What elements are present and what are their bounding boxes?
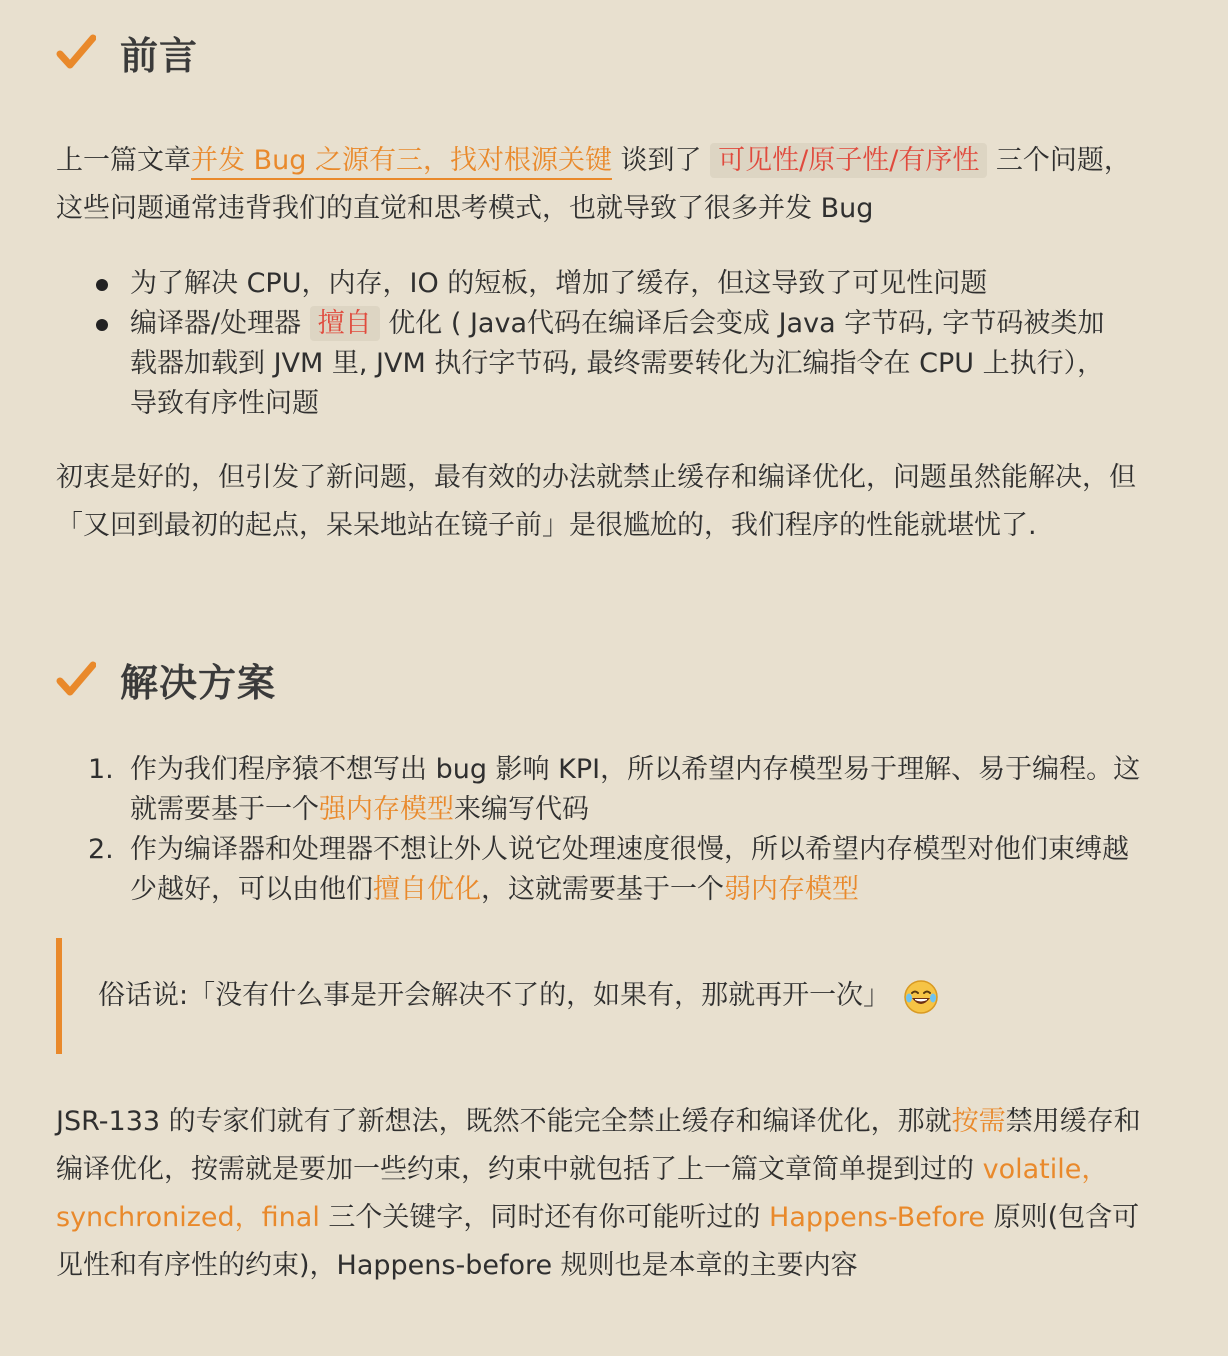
list-number: 1. [88,754,114,785]
list-item-text: ，这就需要基于一个 [481,874,724,905]
section-title: 前言 [120,33,199,78]
bullet-list [88,264,1128,424]
keyword-text: Happens-Before [769,1202,985,1233]
text-span: 三个关键字，同时还有你可能听过的 [319,1202,770,1233]
bullet-dot-icon [96,279,108,291]
check-icon [56,659,96,699]
intro-paragraph [56,137,1156,233]
list-item-text: 作为编译器和处理器不想让外人说它处理速度很慢，所以希望内存模型对他们束缚越少越好，可以由他们 [130,834,1129,905]
inline-code: 擅自 [310,306,380,341]
highlight-text: 弱内存模型 [724,874,859,905]
paragraph-2 [56,454,1156,550]
check-icon [56,32,96,72]
list-item-text: 编译器/处理器 [130,308,310,339]
text-span: 三个问题，这些问题通常违背我们的直觉和思考模式，也就导致了很多并发 Bug [56,145,1131,224]
list-item-text: 为了解决 CPU，内存，IO 的短板，增加了缓存，但这导致了可见性问题 [130,268,988,299]
keyword-text: volatile，synchronized，final [56,1154,1109,1233]
paragraph-3 [56,1098,1156,1290]
section-title: 解决方案 [120,660,277,705]
list-item [88,750,1148,830]
list-item [88,830,1148,910]
quote-text: 俗话说:「没有什么事是开会解决不了的，如果有，那就再开一次」 [98,980,891,1011]
list-number: 2. [88,834,114,865]
text-span: 禁用缓存和编译优化，按需就是要加一些约束，约束中就包括了上一篇文章简单提到过的 [56,1106,1141,1185]
text-span: 原则(包含可见性和有序性的约束)，Happens-before 规则也是本章的主要内容 [56,1202,1140,1281]
inline-code: 可见性/原子性/有序性 [710,143,987,178]
laughing-tears-emoji-icon [903,979,939,1015]
section-heading-solution [56,649,276,709]
text-span: 谈到了 [611,145,711,176]
list-item-text: 来编写代码 [454,794,589,825]
highlight-text: 擅自优化 [373,874,481,905]
list-item [88,304,1128,424]
section-heading-preface [56,22,198,82]
article-link[interactable]: 并发 Bug 之源有三，找对根源关键 [191,145,612,180]
text-span: 上一篇文章 [56,145,191,176]
highlight-text: 按需 [951,1106,1006,1137]
list-item-text: 作为我们程序猿不想写出 bug 影响 KPI，所以希望内存模型易于理解、易于编程。这就需要基于一个 [130,754,1141,825]
bullet-dot-icon [96,319,108,331]
paragraph-text: 初衷是好的，但引发了新问题，最有效的办法就禁止缓存和编译优化，问题虽然能解决，但「又回到最初的起点，呆呆地站在镜子前」是很尴尬的，我们程序的性能就堪忧了. [56,462,1136,541]
text-span: JSR-133 的专家们就有了新想法，既然不能完全禁止缓存和编译优化，那就 [56,1106,952,1137]
numbered-list [88,750,1148,910]
list-item [88,264,1128,304]
blockquote [56,938,1156,1054]
list-item-text: 优化 ( Java代码在编译后会变成 Java 字节码, 字节码被类加载器加载到 JVM 里, JVM 执行字节码, 最终需要转化为汇编指令在 CPU 上执行），导致有序性问题 [130,308,1105,419]
highlight-text: 强内存模型 [319,794,454,825]
